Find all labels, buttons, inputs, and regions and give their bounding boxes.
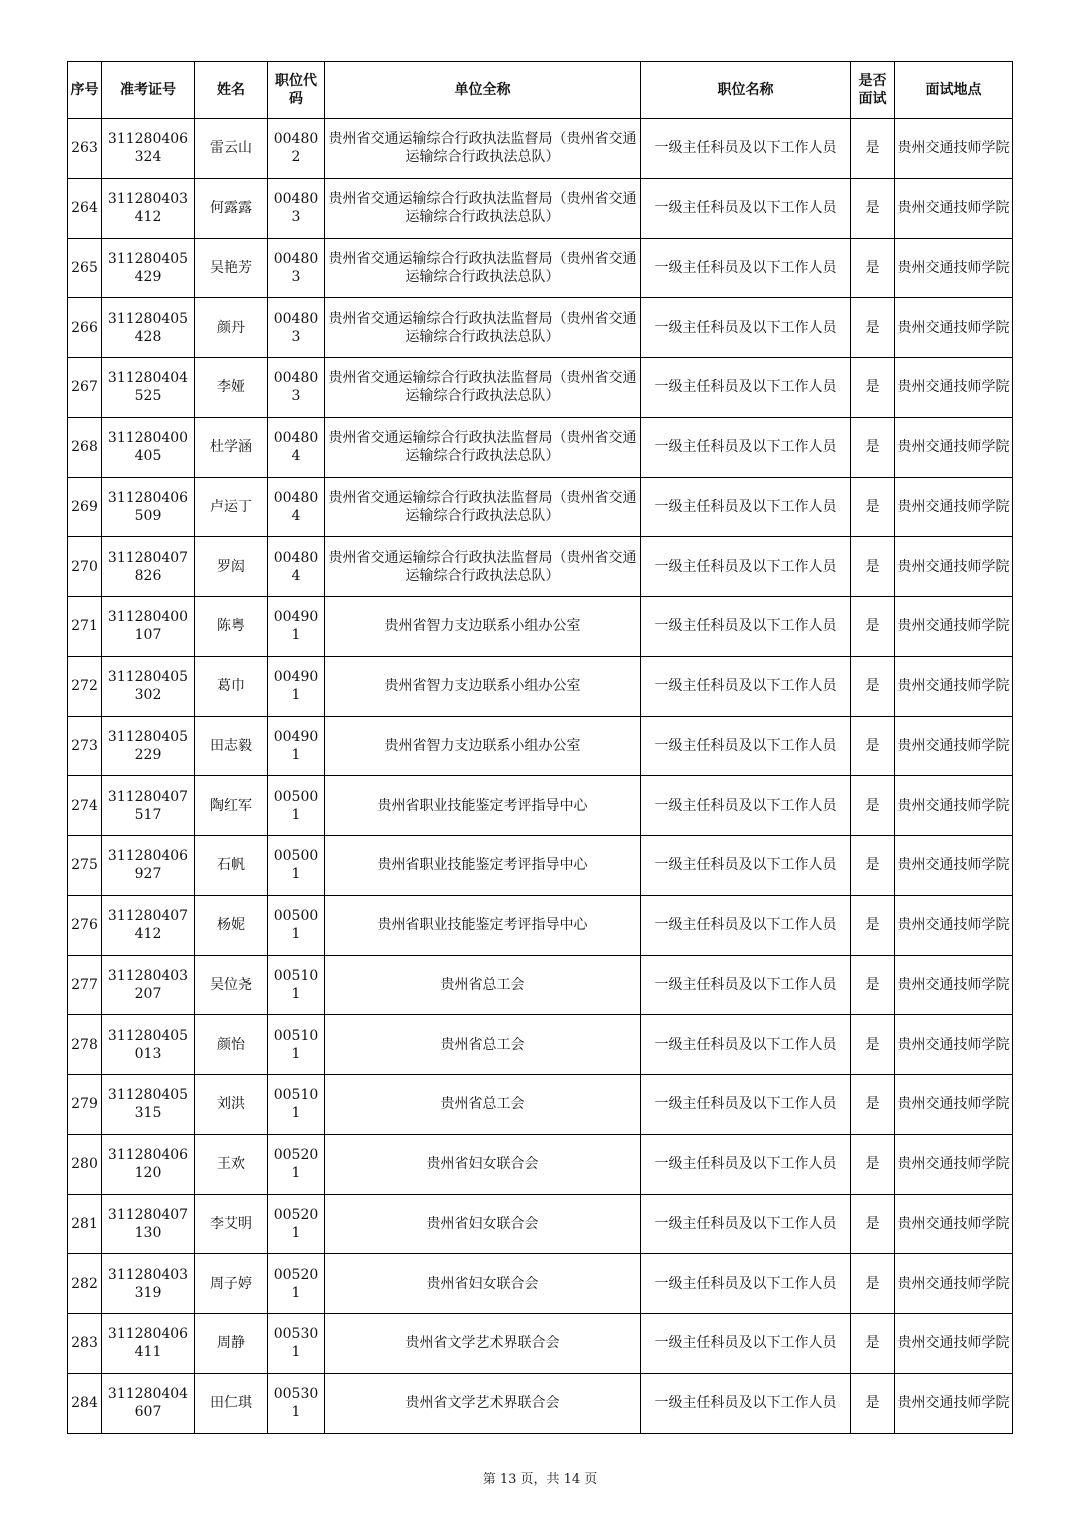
- cell-location: 贵州交通技师学院: [895, 178, 1013, 238]
- table-row: [68, 537, 1013, 597]
- cell-interview: 是: [851, 358, 895, 418]
- cell-unit: 贵州省职业技能鉴定考评指导中心: [325, 776, 641, 836]
- cell-interview: 是: [851, 1254, 895, 1314]
- cell-position-code: 005001: [268, 895, 325, 955]
- cell-unit: 贵州省文学艺术界联合会: [325, 1314, 641, 1374]
- cell-name: 雷云山: [195, 119, 268, 179]
- cell-position-code: 004901: [268, 716, 325, 776]
- cell-unit: 贵州省总工会: [325, 1075, 641, 1135]
- cell-name: 田仁琪: [195, 1373, 268, 1433]
- cell-location: 贵州交通技师学院: [895, 119, 1013, 179]
- cell-position-code: 005101: [268, 1015, 325, 1075]
- cell-location: 贵州交通技师学院: [895, 1194, 1013, 1254]
- cell-interview: 是: [851, 1194, 895, 1254]
- cell-interview: 是: [851, 477, 895, 537]
- table-row: [68, 477, 1013, 537]
- cell-position-name: 一级主任科员及以下工作人员: [641, 1134, 851, 1194]
- cell-name: 陶红军: [195, 776, 268, 836]
- cell-position-code: 005001: [268, 776, 325, 836]
- cell-position-name: 一级主任科员及以下工作人员: [641, 1254, 851, 1314]
- cell-exam-id: 311280403319: [102, 1254, 195, 1314]
- cell-position-name: 一级主任科员及以下工作人员: [641, 537, 851, 597]
- cell-name: 何露露: [195, 178, 268, 238]
- cell-position-code: 005101: [268, 955, 325, 1015]
- cell-position-name: 一级主任科员及以下工作人员: [641, 1015, 851, 1075]
- cell-unit: 贵州省妇女联合会: [325, 1134, 641, 1194]
- table-row: [68, 1314, 1013, 1374]
- cell-name: 吴位尧: [195, 955, 268, 1015]
- cell-name: 田志毅: [195, 716, 268, 776]
- cell-unit: 贵州省智力支边联系小组办公室: [325, 597, 641, 657]
- cell-location: 贵州交通技师学院: [895, 656, 1013, 716]
- cell-position-code: 004803: [268, 358, 325, 418]
- cell-unit: 贵州省智力支边联系小组办公室: [325, 656, 641, 716]
- cell-seq: 275: [68, 836, 102, 896]
- cell-exam-id: 311280407412: [102, 895, 195, 955]
- header-unit: 单位全称: [325, 62, 641, 119]
- table-row: [68, 895, 1013, 955]
- cell-position-code: 004803: [268, 178, 325, 238]
- cell-name: 陈粤: [195, 597, 268, 657]
- cell-unit: 贵州省交通运输综合行政执法监督局（贵州省交通运输综合行政执法总队）: [325, 477, 641, 537]
- cell-exam-id: 311280406509: [102, 477, 195, 537]
- cell-seq: 274: [68, 776, 102, 836]
- cell-position-code: 004901: [268, 597, 325, 657]
- cell-position-code: 004804: [268, 537, 325, 597]
- cell-position-code: 005201: [268, 1134, 325, 1194]
- cell-interview: 是: [851, 656, 895, 716]
- cell-location: 贵州交通技师学院: [895, 1015, 1013, 1075]
- cell-position-code: 004802: [268, 119, 325, 179]
- table-row: [68, 1134, 1013, 1194]
- cell-interview: 是: [851, 298, 895, 358]
- cell-interview: 是: [851, 417, 895, 477]
- cell-location: 贵州交通技师学院: [895, 1373, 1013, 1433]
- cell-position-name: 一级主任科员及以下工作人员: [641, 656, 851, 716]
- cell-seq: 281: [68, 1194, 102, 1254]
- cell-seq: 268: [68, 417, 102, 477]
- cell-name: 杨妮: [195, 895, 268, 955]
- cell-exam-id: 311280407826: [102, 537, 195, 597]
- cell-position-name: 一级主任科员及以下工作人员: [641, 716, 851, 776]
- cell-position-name: 一级主任科员及以下工作人员: [641, 776, 851, 836]
- cell-position-name: 一级主任科员及以下工作人员: [641, 836, 851, 896]
- cell-unit: 贵州省智力支边联系小组办公室: [325, 716, 641, 776]
- cell-name: 李艾明: [195, 1194, 268, 1254]
- cell-location: 贵州交通技师学院: [895, 358, 1013, 418]
- cell-exam-id: 311280406927: [102, 836, 195, 896]
- cell-seq: 269: [68, 477, 102, 537]
- cell-unit: 贵州省职业技能鉴定考评指导中心: [325, 895, 641, 955]
- cell-location: 贵州交通技师学院: [895, 417, 1013, 477]
- cell-location: 贵州交通技师学院: [895, 597, 1013, 657]
- table-row: [68, 298, 1013, 358]
- cell-position-code: 004804: [268, 477, 325, 537]
- cell-seq: 272: [68, 656, 102, 716]
- cell-seq: 278: [68, 1015, 102, 1075]
- cell-interview: 是: [851, 895, 895, 955]
- cell-seq: 277: [68, 955, 102, 1015]
- cell-location: 贵州交通技师学院: [895, 298, 1013, 358]
- cell-seq: 267: [68, 358, 102, 418]
- cell-position-name: 一级主任科员及以下工作人员: [641, 955, 851, 1015]
- cell-seq: 276: [68, 895, 102, 955]
- cell-seq: 263: [68, 119, 102, 179]
- cell-interview: 是: [851, 1314, 895, 1374]
- cell-location: 贵州交通技师学院: [895, 895, 1013, 955]
- cell-exam-id: 311280405013: [102, 1015, 195, 1075]
- cell-seq: 280: [68, 1134, 102, 1194]
- cell-name: 王欢: [195, 1134, 268, 1194]
- cell-exam-id: 311280405315: [102, 1075, 195, 1135]
- cell-unit: 贵州省职业技能鉴定考评指导中心: [325, 836, 641, 896]
- page-footer: 第 13 页，共 14 页: [482, 1472, 598, 1487]
- cell-position-name: 一级主任科员及以下工作人员: [641, 417, 851, 477]
- cell-unit: 贵州省交通运输综合行政执法监督局（贵州省交通运输综合行政执法总队）: [325, 417, 641, 477]
- cell-unit: 贵州省交通运输综合行政执法监督局（贵州省交通运输综合行政执法总队）: [325, 537, 641, 597]
- cell-interview: 是: [851, 537, 895, 597]
- cell-position-name: 一级主任科员及以下工作人员: [641, 477, 851, 537]
- cell-seq: 264: [68, 178, 102, 238]
- header-interview: 是否面试: [851, 62, 895, 119]
- cell-interview: 是: [851, 836, 895, 896]
- cell-interview: 是: [851, 178, 895, 238]
- cell-position-code: 005201: [268, 1194, 325, 1254]
- cell-position-code: 005301: [268, 1314, 325, 1374]
- cell-position-name: 一级主任科员及以下工作人员: [641, 1314, 851, 1374]
- cell-interview: 是: [851, 955, 895, 1015]
- cell-name: 石帆: [195, 836, 268, 896]
- cell-exam-id: 311280407130: [102, 1194, 195, 1254]
- table-row: [68, 1373, 1013, 1433]
- cell-seq: 270: [68, 537, 102, 597]
- cell-location: 贵州交通技师学院: [895, 776, 1013, 836]
- table-row: [68, 1015, 1013, 1075]
- cell-unit: 贵州省交通运输综合行政执法监督局（贵州省交通运输综合行政执法总队）: [325, 178, 641, 238]
- cell-interview: 是: [851, 238, 895, 298]
- cell-name: 颜怡: [195, 1015, 268, 1075]
- cell-location: 贵州交通技师学院: [895, 1075, 1013, 1135]
- cell-position-name: 一级主任科员及以下工作人员: [641, 298, 851, 358]
- table-row: [68, 955, 1013, 1015]
- cell-unit: 贵州省交通运输综合行政执法监督局（贵州省交通运输综合行政执法总队）: [325, 358, 641, 418]
- cell-unit: 贵州省交通运输综合行政执法监督局（贵州省交通运输综合行政执法总队）: [325, 119, 641, 179]
- cell-position-code: 005001: [268, 836, 325, 896]
- cell-name: 卢运丁: [195, 477, 268, 537]
- cell-location: 贵州交通技师学院: [895, 477, 1013, 537]
- cell-location: 贵州交通技师学院: [895, 716, 1013, 776]
- table-row: [68, 1194, 1013, 1254]
- header-position-name: 职位名称: [641, 62, 851, 119]
- cell-position-name: 一级主任科员及以下工作人员: [641, 895, 851, 955]
- cell-name: 吴艳芳: [195, 238, 268, 298]
- cell-seq: 282: [68, 1254, 102, 1314]
- cell-exam-id: 311280405229: [102, 716, 195, 776]
- cell-location: 贵州交通技师学院: [895, 1134, 1013, 1194]
- cell-interview: 是: [851, 1075, 895, 1135]
- header-name: 姓名: [195, 62, 268, 119]
- cell-location: 贵州交通技师学院: [895, 537, 1013, 597]
- cell-seq: 266: [68, 298, 102, 358]
- cell-exam-id: 311280404607: [102, 1373, 195, 1433]
- cell-exam-id: 311280405429: [102, 238, 195, 298]
- cell-position-name: 一级主任科员及以下工作人员: [641, 238, 851, 298]
- cell-interview: 是: [851, 716, 895, 776]
- cell-seq: 279: [68, 1075, 102, 1135]
- cell-position-name: 一级主任科员及以下工作人员: [641, 1194, 851, 1254]
- cell-exam-id: 311280406120: [102, 1134, 195, 1194]
- cell-position-name: 一级主任科员及以下工作人员: [641, 597, 851, 657]
- cell-unit: 贵州省交通运输综合行政执法监督局（贵州省交通运输综合行政执法总队）: [325, 238, 641, 298]
- table-row: [68, 776, 1013, 836]
- table-row: [68, 1075, 1013, 1135]
- header-row: [68, 62, 1013, 119]
- table-row: [68, 597, 1013, 657]
- cell-position-code: 004803: [268, 298, 325, 358]
- cell-position-name: 一级主任科员及以下工作人员: [641, 358, 851, 418]
- cell-name: 李娅: [195, 358, 268, 418]
- candidate-table: [67, 61, 1013, 1434]
- cell-location: 贵州交通技师学院: [895, 1314, 1013, 1374]
- cell-position-code: 005301: [268, 1373, 325, 1433]
- cell-interview: 是: [851, 119, 895, 179]
- cell-unit: 贵州省交通运输综合行政执法监督局（贵州省交通运输综合行政执法总队）: [325, 298, 641, 358]
- table-row: [68, 119, 1013, 179]
- header-exam-id: 准考证号: [102, 62, 195, 119]
- cell-location: 贵州交通技师学院: [895, 1254, 1013, 1314]
- cell-position-name: 一级主任科员及以下工作人员: [641, 1373, 851, 1433]
- cell-exam-id: 311280400107: [102, 597, 195, 657]
- cell-seq: 284: [68, 1373, 102, 1433]
- cell-exam-id: 311280406411: [102, 1314, 195, 1374]
- cell-position-name: 一级主任科员及以下工作人员: [641, 1075, 851, 1135]
- cell-interview: 是: [851, 776, 895, 836]
- table-row: [68, 238, 1013, 298]
- cell-exam-id: 311280404525: [102, 358, 195, 418]
- cell-exam-id: 311280405302: [102, 656, 195, 716]
- cell-position-code: 004804: [268, 417, 325, 477]
- cell-seq: 265: [68, 238, 102, 298]
- cell-unit: 贵州省总工会: [325, 1015, 641, 1075]
- cell-location: 贵州交通技师学院: [895, 955, 1013, 1015]
- cell-seq: 273: [68, 716, 102, 776]
- cell-name: 葛巾: [195, 656, 268, 716]
- cell-name: 周子婷: [195, 1254, 268, 1314]
- cell-position-code: 005201: [268, 1254, 325, 1314]
- cell-interview: 是: [851, 1134, 895, 1194]
- cell-name: 颜丹: [195, 298, 268, 358]
- cell-unit: 贵州省妇女联合会: [325, 1194, 641, 1254]
- table-row: [68, 836, 1013, 896]
- cell-exam-id: 311280400405: [102, 417, 195, 477]
- header-location: 面试地点: [895, 62, 1013, 119]
- cell-location: 贵州交通技师学院: [895, 836, 1013, 896]
- cell-interview: 是: [851, 1015, 895, 1075]
- table-row: [68, 1254, 1013, 1314]
- cell-exam-id: 311280407517: [102, 776, 195, 836]
- cell-position-name: 一级主任科员及以下工作人员: [641, 119, 851, 179]
- cell-location: 贵州交通技师学院: [895, 238, 1013, 298]
- table-row: [68, 656, 1013, 716]
- cell-position-code: 004803: [268, 238, 325, 298]
- cell-interview: 是: [851, 1373, 895, 1433]
- cell-unit: 贵州省妇女联合会: [325, 1254, 641, 1314]
- cell-exam-id: 311280405428: [102, 298, 195, 358]
- cell-name: 杜学涵: [195, 417, 268, 477]
- cell-exam-id: 311280406324: [102, 119, 195, 179]
- table-row: [68, 358, 1013, 418]
- cell-name: 刘洪: [195, 1075, 268, 1135]
- table-row: [68, 178, 1013, 238]
- cell-position-code: 005101: [268, 1075, 325, 1135]
- cell-exam-id: 311280403207: [102, 955, 195, 1015]
- cell-name: 罗闳: [195, 537, 268, 597]
- cell-seq: 283: [68, 1314, 102, 1374]
- cell-unit: 贵州省文学艺术界联合会: [325, 1373, 641, 1433]
- cell-interview: 是: [851, 597, 895, 657]
- cell-unit: 贵州省总工会: [325, 955, 641, 1015]
- table-row: [68, 417, 1013, 477]
- header-seq: 序号: [68, 62, 102, 119]
- cell-position-name: 一级主任科员及以下工作人员: [641, 178, 851, 238]
- cell-position-code: 004901: [268, 656, 325, 716]
- cell-seq: 271: [68, 597, 102, 657]
- cell-name: 周静: [195, 1314, 268, 1374]
- header-position-code: 职位代码: [268, 62, 325, 119]
- table-row: [68, 716, 1013, 776]
- cell-exam-id: 311280403412: [102, 178, 195, 238]
